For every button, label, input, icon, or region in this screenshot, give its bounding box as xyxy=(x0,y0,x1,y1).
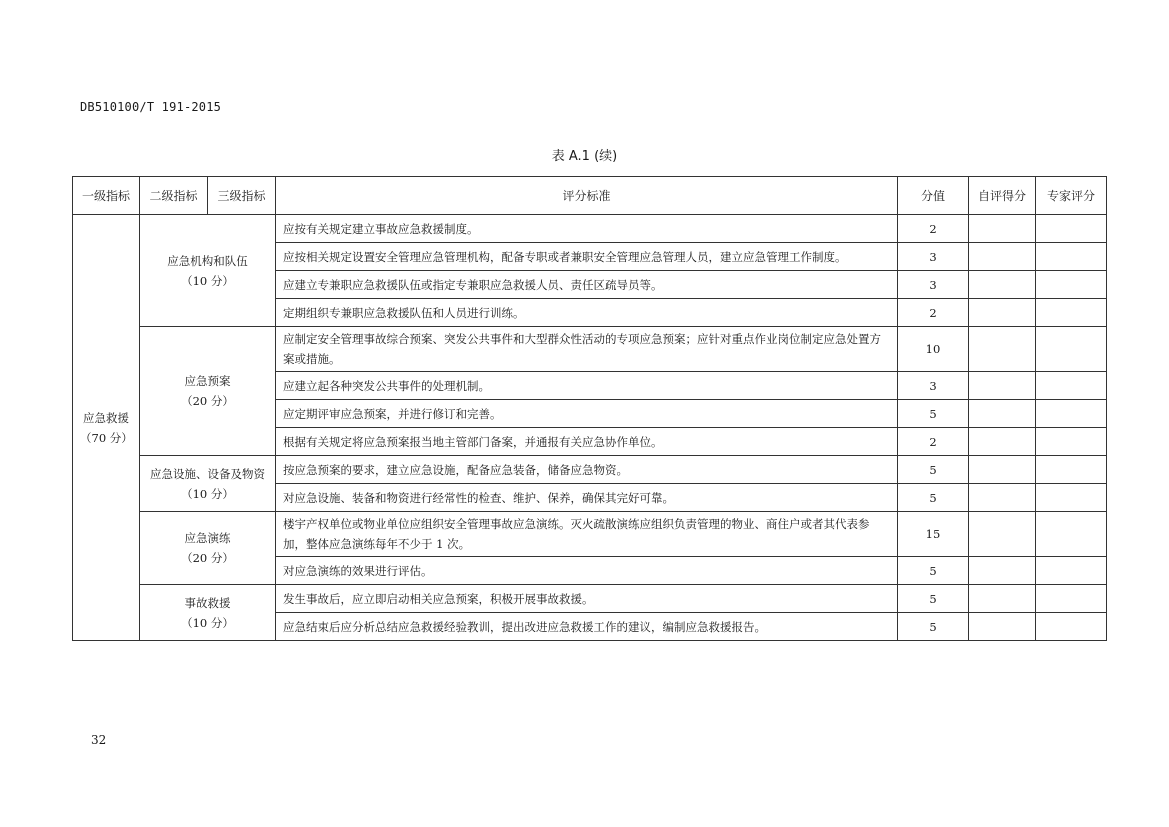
expert-score-cell[interactable] xyxy=(1036,327,1107,372)
page-number: 32 xyxy=(91,733,107,747)
header-level3: 三级指标 xyxy=(208,177,276,215)
self-score-cell[interactable] xyxy=(969,243,1036,271)
self-score-cell[interactable] xyxy=(969,299,1036,327)
level1-points: （70 分） xyxy=(80,430,133,445)
level2-name: 应急演练 xyxy=(184,531,231,545)
criteria-cell: 楼宇产权单位或物业单位应组织安全管理事故应急演练。灭火疏散演练应组织负责管理的物业、商住户或者其代表参加，整体应急演练每年不少于 1 次。 xyxy=(276,512,898,557)
self-score-cell[interactable] xyxy=(969,557,1036,585)
expert-score-cell[interactable] xyxy=(1036,456,1107,484)
level2-name: 事故救援 xyxy=(184,595,231,610)
self-score-cell[interactable] xyxy=(969,271,1036,299)
table-row xyxy=(73,456,1107,484)
header-level1: 一级指标 xyxy=(73,177,140,215)
criteria-cell: 应定期评审应急预案，并进行修订和完善。 xyxy=(276,400,898,428)
expert-score-cell[interactable] xyxy=(1036,400,1107,428)
table-header-row xyxy=(73,177,1107,215)
expert-score-cell[interactable] xyxy=(1036,372,1107,400)
expert-score-cell[interactable] xyxy=(1036,512,1107,557)
criteria-cell: 对应急演练的效果进行评估。 xyxy=(276,557,898,585)
level1-name: 应急救援 xyxy=(83,410,129,425)
level2-name: 应急设施、设备及物资 xyxy=(150,466,265,481)
score-cell: 2 xyxy=(898,299,969,327)
criteria-cell: 按应急预案的要求，建立应急设施，配备应急装备，储备应急物资。 xyxy=(276,456,898,484)
expert-score-cell[interactable] xyxy=(1036,585,1107,613)
expert-score-cell[interactable] xyxy=(1036,299,1107,327)
expert-score-cell[interactable] xyxy=(1036,557,1107,585)
score-cell: 5 xyxy=(898,585,969,613)
level2-cell xyxy=(140,585,276,641)
score-cell: 5 xyxy=(898,484,969,512)
header-expert-score: 专家评分 xyxy=(1036,177,1107,215)
criteria-cell: 应建立专兼职应急救援队伍或指定专兼职应急救援人员、责任区疏导员等。 xyxy=(276,271,898,299)
score-cell: 3 xyxy=(898,271,969,299)
self-score-cell[interactable] xyxy=(969,327,1036,372)
level2-points: （20 分） xyxy=(181,551,234,565)
table-row xyxy=(73,512,1107,557)
header-criteria: 评分标准 xyxy=(276,177,898,215)
score-cell: 5 xyxy=(898,557,969,585)
level1-cell xyxy=(73,215,140,641)
level2-cell xyxy=(140,215,276,327)
self-score-cell[interactable] xyxy=(969,215,1036,243)
criteria-cell: 根据有关规定将应急预案报当地主管部门备案，并通报有关应急协作单位。 xyxy=(276,428,898,456)
criteria-cell: 发生事故后，应立即启动相关应急预案，积极开展事故救援。 xyxy=(276,585,898,613)
level2-points: （10 分） xyxy=(181,615,234,630)
self-score-cell[interactable] xyxy=(969,372,1036,400)
score-cell: 2 xyxy=(898,215,969,243)
self-score-cell[interactable] xyxy=(969,400,1036,428)
expert-score-cell[interactable] xyxy=(1036,271,1107,299)
document-code: DB510100/T 191-2015 xyxy=(80,100,222,114)
score-cell: 3 xyxy=(898,372,969,400)
score-cell: 5 xyxy=(898,400,969,428)
expert-score-cell[interactable] xyxy=(1036,428,1107,456)
criteria-cell: 定期组织专兼职应急救援队伍和人员进行训练。 xyxy=(276,299,898,327)
table-row xyxy=(73,327,1107,372)
header-score: 分值 xyxy=(898,177,969,215)
level2-cell xyxy=(140,327,276,456)
self-score-cell[interactable] xyxy=(969,585,1036,613)
expert-score-cell[interactable] xyxy=(1036,215,1107,243)
level2-name: 应急预案 xyxy=(184,374,231,388)
header-self-score: 自评得分 xyxy=(969,177,1036,215)
score-cell: 3 xyxy=(898,243,969,271)
score-cell: 5 xyxy=(898,456,969,484)
header-level2: 二级指标 xyxy=(140,177,208,215)
score-cell: 15 xyxy=(898,512,969,557)
table-row xyxy=(73,585,1107,613)
level2-cell xyxy=(140,456,276,512)
level2-points: （20 分） xyxy=(181,394,234,408)
self-score-cell[interactable] xyxy=(969,456,1036,484)
score-cell: 10 xyxy=(898,327,969,372)
score-cell: 2 xyxy=(898,428,969,456)
criteria-cell: 应急结束后应分析总结应急救援经验教训，提出改进应急救援工作的建议，编制应急救援报告。 xyxy=(276,613,898,641)
evaluation-table xyxy=(72,176,1107,641)
level2-points: （10 分） xyxy=(181,486,234,501)
self-score-cell[interactable] xyxy=(969,484,1036,512)
criteria-cell: 对应急设施、装备和物资进行经常性的检查、维护、保养，确保其完好可靠。 xyxy=(276,484,898,512)
criteria-cell: 应制定安全管理事故综合预案、突发公共事件和大型群众性活动的专项应急预案；应针对重点作业岗位制定应急处置方案或措施。 xyxy=(276,327,898,372)
expert-score-cell[interactable] xyxy=(1036,243,1107,271)
self-score-cell[interactable] xyxy=(969,512,1036,557)
expert-score-cell[interactable] xyxy=(1036,613,1107,641)
level2-points: （10 分） xyxy=(181,273,234,288)
criteria-cell: 应建立起各种突发公共事件的处理机制。 xyxy=(276,372,898,400)
level2-name: 应急机构和队伍 xyxy=(167,253,248,268)
criteria-cell: 应按相关规定设置安全管理应急管理机构，配备专职或者兼职安全管理应急管理人员，建立应急管理工作制度。 xyxy=(276,243,898,271)
self-score-cell[interactable] xyxy=(969,428,1036,456)
criteria-cell: 应按有关规定建立事故应急救援制度。 xyxy=(276,215,898,243)
table-title: 表 A.1 (续) xyxy=(551,149,618,164)
self-score-cell[interactable] xyxy=(969,613,1036,641)
level2-cell xyxy=(140,512,276,585)
score-cell: 5 xyxy=(898,613,969,641)
table-row xyxy=(73,215,1107,243)
expert-score-cell[interactable] xyxy=(1036,484,1107,512)
